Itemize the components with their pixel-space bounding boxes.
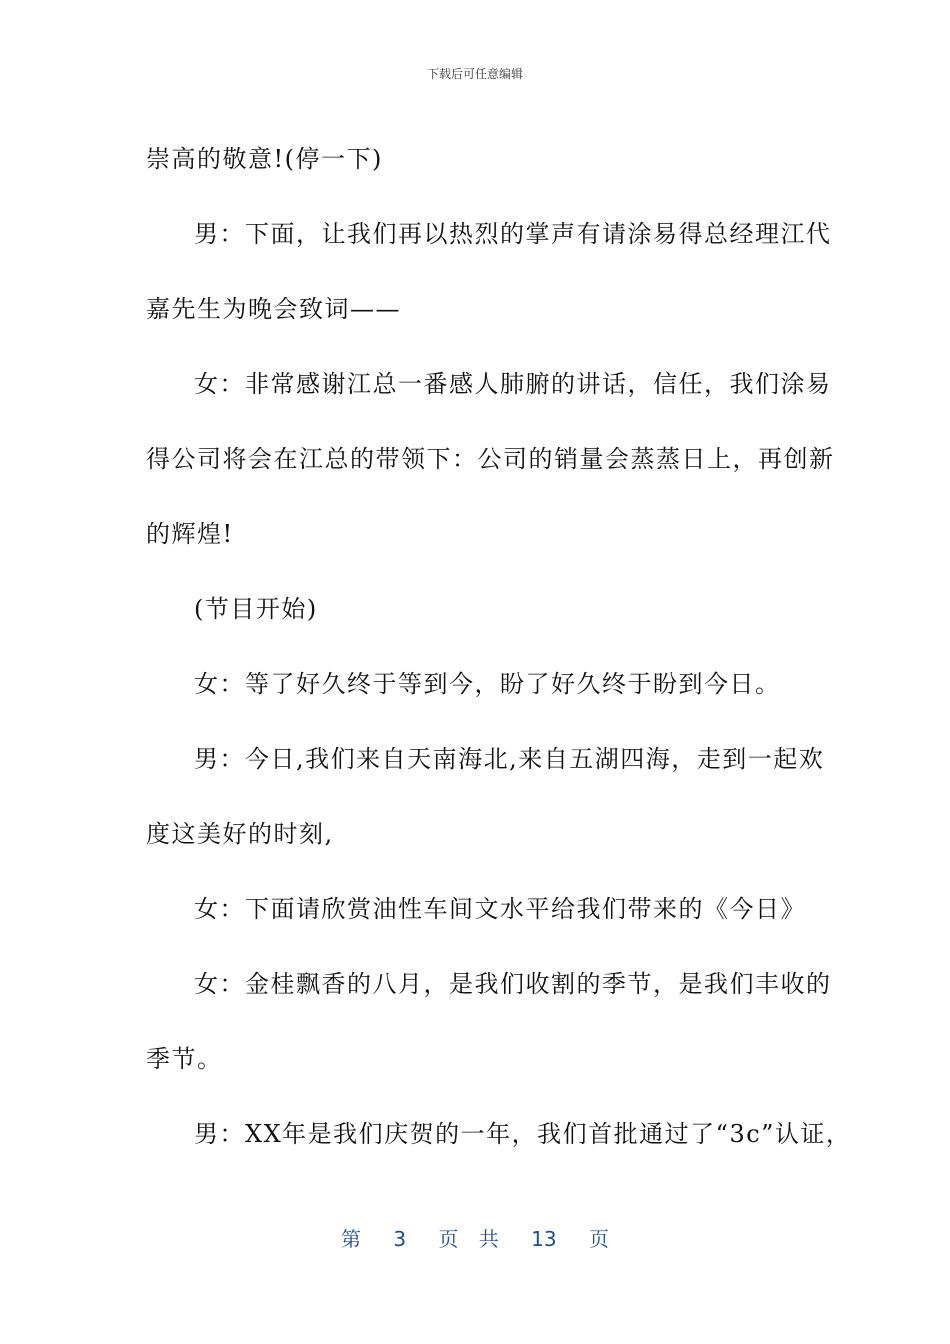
- text-line: 女：金桂飘香的八月，是我们收割的季节，是我们丰收的: [194, 970, 832, 998]
- page-header: 下载后可任意编辑: [426, 67, 523, 81]
- text-line: 女：等了好久终于等到今，盼了好久终于盼到今日。: [194, 670, 781, 698]
- text-line: 季节。: [146, 1045, 223, 1073]
- text-line: 男：今日,我们来自天南海北,来自五湖四海，走到一起欢: [194, 745, 825, 773]
- text-line: 女：下面请欣赏油性车间文水平给我们带来的《今日》: [194, 895, 806, 923]
- footer-middle: 页 共: [438, 1227, 499, 1251]
- page-footer: [0, 1226, 950, 1252]
- text-line: 女：非常感谢江总一番感人肺腑的讲话，信任，我们涂易: [194, 370, 832, 398]
- text-line: 得公司将会在江总的带领下：公司的销量会蒸蒸日上，再创新: [146, 445, 835, 473]
- text-line: 嘉先生为晚会致词——: [146, 295, 401, 323]
- text-line: (节目开始): [194, 595, 318, 623]
- footer-prefix: 第: [341, 1227, 361, 1251]
- current-page-number: 3: [393, 1227, 407, 1251]
- text-line: 崇高的敬意!(停一下): [146, 145, 383, 173]
- document-body: [146, 122, 852, 1172]
- footer-suffix: 页: [588, 1227, 609, 1251]
- text-line: 男：XX年是我们庆贺的一年，我们首批通过了“3c”认证，: [194, 1120, 852, 1148]
- total-pages-number: 13: [531, 1227, 557, 1251]
- text-line: 男：下面，让我们再以热烈的掌声有请涂易得总经理江代: [194, 220, 832, 248]
- text-line: 度这美好的时刻,: [146, 820, 334, 848]
- text-line: 的辉煌!: [146, 520, 234, 548]
